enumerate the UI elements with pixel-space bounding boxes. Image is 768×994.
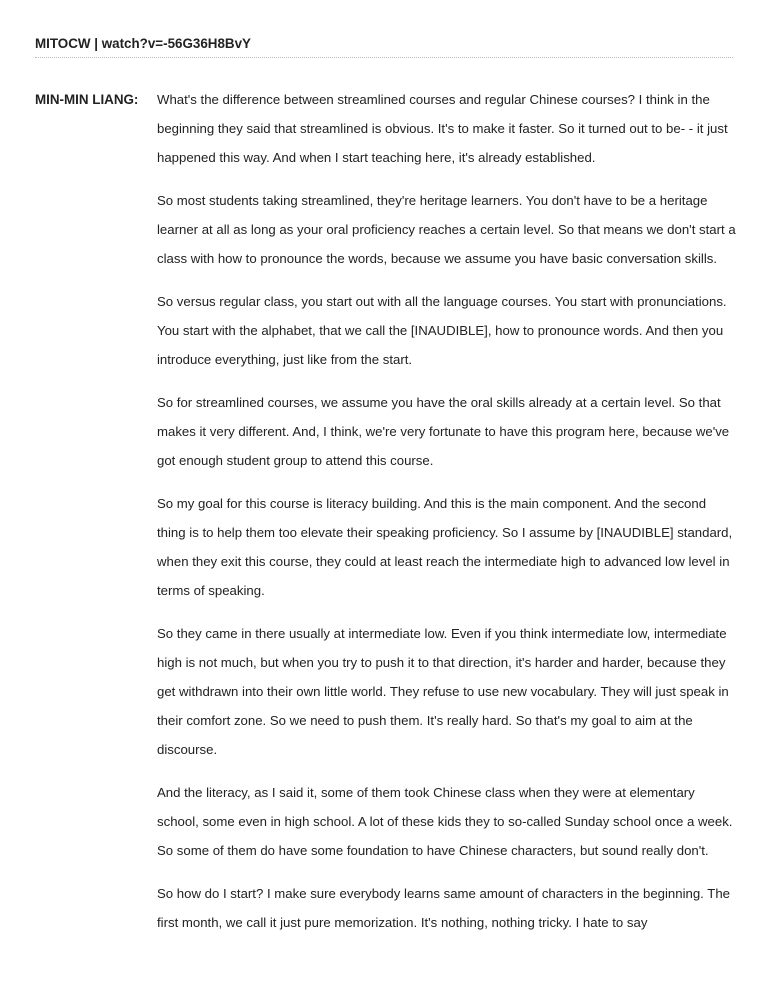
speaker-label: MIN-MIN LIANG:: [35, 92, 139, 107]
transcript-paragraph: So most students taking streamlined, they're heritage learners. You don't have to be a heritage learner at all as long as your oral proficiency reaches a certain level. So that means we don't start a class with how to pronounce the words, because we assume you have basic conversation skills.: [157, 193, 736, 266]
transcript-paragraph: So for streamlined courses, we assume you have the oral skills already at a certain level. So that makes it very different. And, I think, we're very fortunate to have this program here, because we've got enough student group to attend this course.: [157, 395, 730, 468]
page-title: MITOCW | watch?v=-56G36H8BvY: [35, 36, 251, 51]
transcript-paragraph: So my goal for this course is literacy building. And this is the main component. And the second thing is to help them too elevate their speaking proficiency. So I assume by [INAUDIBLE] standard, when they exit this course, they could at least reach the intermediate high to advanced low level in terms of speaking.: [157, 496, 733, 598]
transcript-body: [157, 92, 737, 951]
transcript-paragraph: What's the difference between streamlined courses and regular Chinese courses? I think in the beginning they said that streamlined is obvious. It's to make it faster. So it turned out to be- - it just happened this way. And when I start teaching here, it's already established.: [157, 92, 728, 165]
transcript-paragraph: So they came in there usually at intermediate low. Even if you think intermediate low, intermediate high is not much, but when you try to push it to that direction, it's harder and harder, because they get withdrawn into their own little world. They refuse to use new vocabulary. They will just speak in their comfort zone. So we need to push them. It's really hard. So that's my goal to aim at the discourse.: [157, 626, 729, 757]
transcript-paragraph: So versus regular class, you start out with all the language courses. You start with pronunciations. You start with the alphabet, that we call the [INAUDIBLE], how to pronounce words. And then you introduce everything, just like from the start.: [157, 294, 727, 367]
transcript-paragraph: And the literacy, as I said it, some of them took Chinese class when they were at elementary school, some even in high school. A lot of these kids they to so-called Sunday school once a week. So some of them do have some foundation to have Chinese characters, but sound really don't.: [157, 785, 733, 858]
transcript-paragraph: So how do I start? I make sure everybody learns same amount of characters in the beginning. The first month, we call it just pure memorization. It's nothing, nothing tricky. I hate to say: [157, 886, 730, 930]
header-divider: [35, 57, 733, 58]
